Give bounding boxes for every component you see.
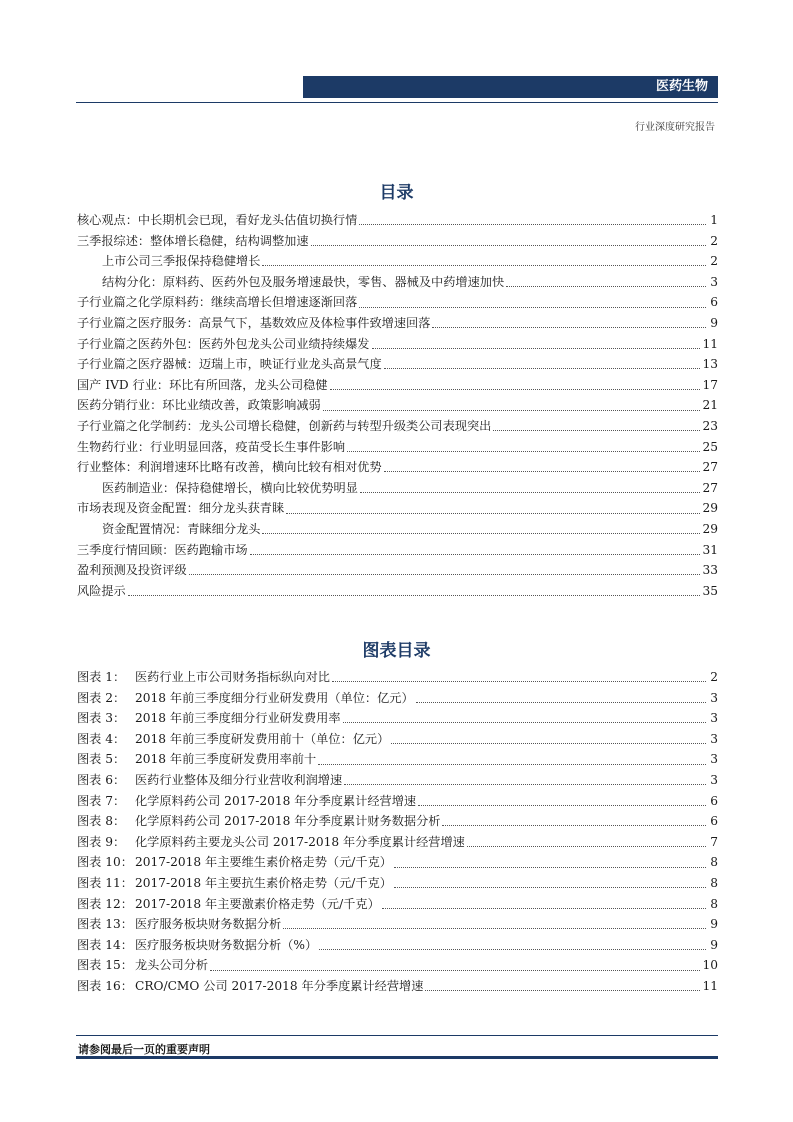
figure-entry-label: 医药行业整体及细分行业营收利润增速 [135,772,343,787]
figure-entry-number: 图表 12： [77,896,133,911]
figure-entry-number: 图表 3： [77,711,126,726]
toc-entry[interactable] [77,334,718,355]
toc-entry-label: 行业整体：利润增速环比略有改善，横向比较有相对优势 [77,460,382,475]
toc-entry-label: 三季度行情回顾：医药跑输市场 [77,542,248,557]
toc-entry[interactable] [77,437,718,458]
leader-dots [319,948,706,950]
figure-entry-label: 龙头公司分析 [135,958,209,973]
leader-dots [262,532,700,534]
figure-entry-page: 2 [710,670,718,684]
figure-entry[interactable] [77,852,718,873]
toc-entry[interactable] [77,272,718,293]
leader-dots [343,721,706,723]
leader-dots [391,742,706,744]
toc-entry-page: 2 [710,233,718,248]
leader-dots [318,763,706,765]
toc-entry[interactable] [77,231,718,252]
toc-entry[interactable] [77,395,718,416]
toc-entry-page: 23 [702,418,718,433]
leader-dots [432,326,706,328]
toc-entry-label: 三季报综述：整体增长稳健，结构调整加速 [77,233,309,248]
toc-entry-page: 27 [702,460,718,475]
figure-entry-label: 医药行业上市公司财务指标纵向对比 [135,670,330,684]
figure-entry-page: 3 [710,690,718,705]
figure-entry-number: 图表 6： [77,772,126,787]
header-title: 医药生物 [655,79,708,94]
leader-dots [210,969,700,971]
leader-dots [418,804,706,806]
figure-entry-label: 2018 年前三季度细分行业研发费用率 [135,711,341,726]
toc-entry-label: 国产 IVD 行业：环比有所回落，龙头公司稳健 [77,377,328,392]
leader-dots [189,573,701,575]
toc-entry[interactable] [77,540,718,561]
figure-entry-page: 3 [710,711,718,726]
toc-entry-label: 核心观点：中长期机会已现，看好龙头估值切换行情 [77,213,358,227]
footer-rule [76,1056,718,1059]
leader-dots [262,264,706,266]
figure-entry-page: 8 [710,875,718,890]
leader-dots [344,783,706,785]
figure-entry[interactable] [77,873,718,894]
toc-title: 目录 [379,183,414,203]
toc-entry-page: 17 [702,377,718,392]
figure-entry-label: 2017-2018 年主要维生素价格走势（元/千克） [135,855,392,870]
figure-entry-number: 图表 5： [77,752,126,767]
toc-entry-label: 生物药行业：行业明显回落，疫苗受长生事件影响 [77,439,346,454]
figure-entry-label: 化学原料药公司 2017-2018 年分季度累计经营增速 [135,793,417,808]
toc-entry-label: 医药制造业：保持稳健增长，横向比较优势明显 [102,480,358,495]
figure-entry-number: 图表 10： [77,855,133,870]
figure-entry[interactable] [77,729,718,750]
toc-entry[interactable] [77,375,718,396]
toc-entry-page: 29 [702,501,718,516]
leader-dots [360,491,701,493]
leader-dots [416,701,706,703]
figure-entry[interactable] [77,832,718,853]
figure-entry-number: 图表 14： [77,937,133,952]
figure-entry-label: 2018 年前三季度研发费用前十（单位：亿元） [135,731,390,746]
figure-entry-number: 图表 13： [77,917,133,932]
leader-dots [283,927,706,929]
toc-entry-label: 盈利预测及投资评级 [77,563,187,578]
toc-entry-page: 2 [710,254,718,269]
leader-dots [394,866,706,868]
figure-entry-number: 图表 4： [77,731,126,746]
toc-entry-label: 子行业篇之化学原料药：继续高增长但增速逐渐回落 [77,295,358,310]
figure-entry-label: 化学原料药主要龙头公司 2017-2018 年分季度累计经营增速 [135,834,465,849]
leader-dots [347,450,700,452]
figure-entry-label: 医疗服务板块财务数据分析（%） [135,937,318,952]
toc-entry-label: 子行业篇之医疗器械：迈瑞上市，映证行业龙头高景气度 [77,357,382,372]
figure-entry[interactable] [77,667,718,688]
toc-entry-page: 27 [702,480,718,495]
figures-title: 图表目录 [362,641,431,661]
toc-list [77,210,718,601]
toc-entry-label: 结构分化：原料药、医药外包及服务增速最快，零售、器械及中药增速加快 [102,274,505,289]
figure-entry[interactable] [77,770,718,791]
header-bar [303,76,718,98]
toc-entry[interactable] [77,313,718,334]
figure-entry-label: 2017-2018 年主要激素价格走势（元/千克） [135,896,380,911]
figure-entry-page: 3 [710,731,718,746]
leader-dots [323,409,701,411]
header-divider [76,102,718,103]
header-subtitle: 行业深度研究报告 [635,122,715,133]
leader-dots [394,886,706,888]
toc-entry-page: 11 [702,336,718,351]
leader-dots [250,553,701,555]
leader-dots [425,989,700,991]
figure-entry-label: 2017-2018 年主要抗生素价格走势（元/千克） [135,875,392,890]
figure-entry-number: 图表 2： [77,690,126,705]
figure-entry-page: 3 [710,752,718,767]
figure-entry-page: 3 [710,772,718,787]
toc-entry[interactable] [77,210,718,231]
leader-dots [311,244,706,246]
toc-entry-page: 3 [710,274,718,289]
figure-entry[interactable] [77,688,718,709]
figure-entry[interactable] [77,894,718,915]
figure-entry-label: 化学原料药公司 2017-2018 年分季度累计财务数据分析 [135,814,441,829]
toc-entry-page: 1 [710,213,718,227]
toc-entry[interactable] [77,478,718,499]
figure-entry-number: 图表 11： [77,875,133,890]
figure-entry-page: 8 [710,896,718,911]
toc-entry-page: 6 [710,295,718,310]
footer-divider [76,1035,718,1036]
figure-entry-label: CRO/CMO 公司 2017-2018 年分季度累计经营增速 [135,978,424,993]
toc-entry[interactable] [77,354,718,375]
toc-entry[interactable] [77,498,718,519]
leader-dots [506,285,706,287]
toc-entry-page: 31 [702,542,718,557]
figure-entry[interactable] [77,791,718,812]
figure-entry-number: 图表 9： [77,834,126,849]
toc-entry-label: 风险提示 [77,583,126,598]
figure-entry[interactable] [77,708,718,729]
leader-dots [384,367,701,369]
figure-entry-page: 9 [710,917,718,932]
leader-dots [332,680,706,682]
figure-entry-page: 6 [710,793,718,808]
leader-dots [442,824,706,826]
figure-entry-page: 11 [702,978,718,993]
figure-entry-page: 10 [702,958,718,973]
toc-entry-label: 资金配置情况：青睐细分龙头 [102,521,261,536]
leader-dots [493,429,700,431]
leader-dots [384,470,701,472]
toc-entry-label: 医药分销行业：环比业绩改善，政策影响减弱 [77,398,321,413]
leader-dots [330,388,701,390]
figure-entry-label: 2018 年前三季度细分行业研发费用（单位：亿元） [135,690,414,705]
figure-entry[interactable] [77,914,718,935]
toc-entry-page: 25 [702,439,718,454]
leader-dots [372,347,701,349]
leader-dots [382,907,706,909]
toc-entry[interactable] [77,519,718,540]
figure-entry-label: 2018 年前三季度研发费用率前十 [135,752,317,767]
figure-entry-label: 医疗服务板块财务数据分析 [135,917,282,932]
figure-entry[interactable] [77,749,718,770]
figure-entry-page: 9 [710,937,718,952]
footer-disclaimer: 请参阅最后一页的重要声明 [78,1043,210,1056]
leader-dots [128,594,701,596]
figure-entry[interactable] [77,811,718,832]
toc-entry[interactable] [77,581,718,602]
figure-entry-number: 图表 7： [77,793,126,808]
toc-entry-page: 13 [702,357,718,372]
figure-entry-page: 8 [710,855,718,870]
toc-entry-label: 市场表现及资金配置：细分龙头获青睐 [77,501,285,516]
leader-dots [467,845,706,847]
toc-entry[interactable] [77,251,718,272]
toc-entry-page: 9 [710,315,718,330]
toc-entry[interactable] [77,560,718,581]
figure-entry-number: 图表 1： [77,670,126,684]
figure-entry[interactable] [77,935,718,956]
toc-entry[interactable] [77,416,718,437]
figure-entry-page: 7 [710,834,718,849]
figure-entry-number: 图表 8： [77,814,126,829]
toc-entry-label: 子行业篇之医药外包：医药外包龙头公司业绩持续爆发 [77,336,370,351]
leader-dots [286,512,700,514]
figure-entry[interactable] [77,976,718,997]
toc-entry-label: 子行业篇之医疗服务：高景气下，基数效应及体检事件致增速回落 [77,315,431,330]
figures-list [77,667,718,997]
toc-entry-page: 29 [702,521,718,536]
toc-entry-page: 21 [702,398,718,413]
toc-entry[interactable] [77,292,718,313]
figure-entry[interactable] [77,955,718,976]
leader-dots [359,306,706,308]
figure-entry-number: 图表 15： [77,958,133,973]
figure-entry-number: 图表 16： [77,978,133,993]
toc-entry-page: 33 [702,563,718,578]
leader-dots [359,223,706,225]
toc-entry-label: 子行业篇之化学制药：龙头公司增长稳健，创新药与转型升级类公司表现突出 [77,418,492,433]
figure-entry-page: 6 [710,814,718,829]
toc-entry[interactable] [77,457,718,478]
toc-entry-page: 35 [702,583,718,598]
toc-entry-label: 上市公司三季报保持稳健增长 [102,254,261,269]
